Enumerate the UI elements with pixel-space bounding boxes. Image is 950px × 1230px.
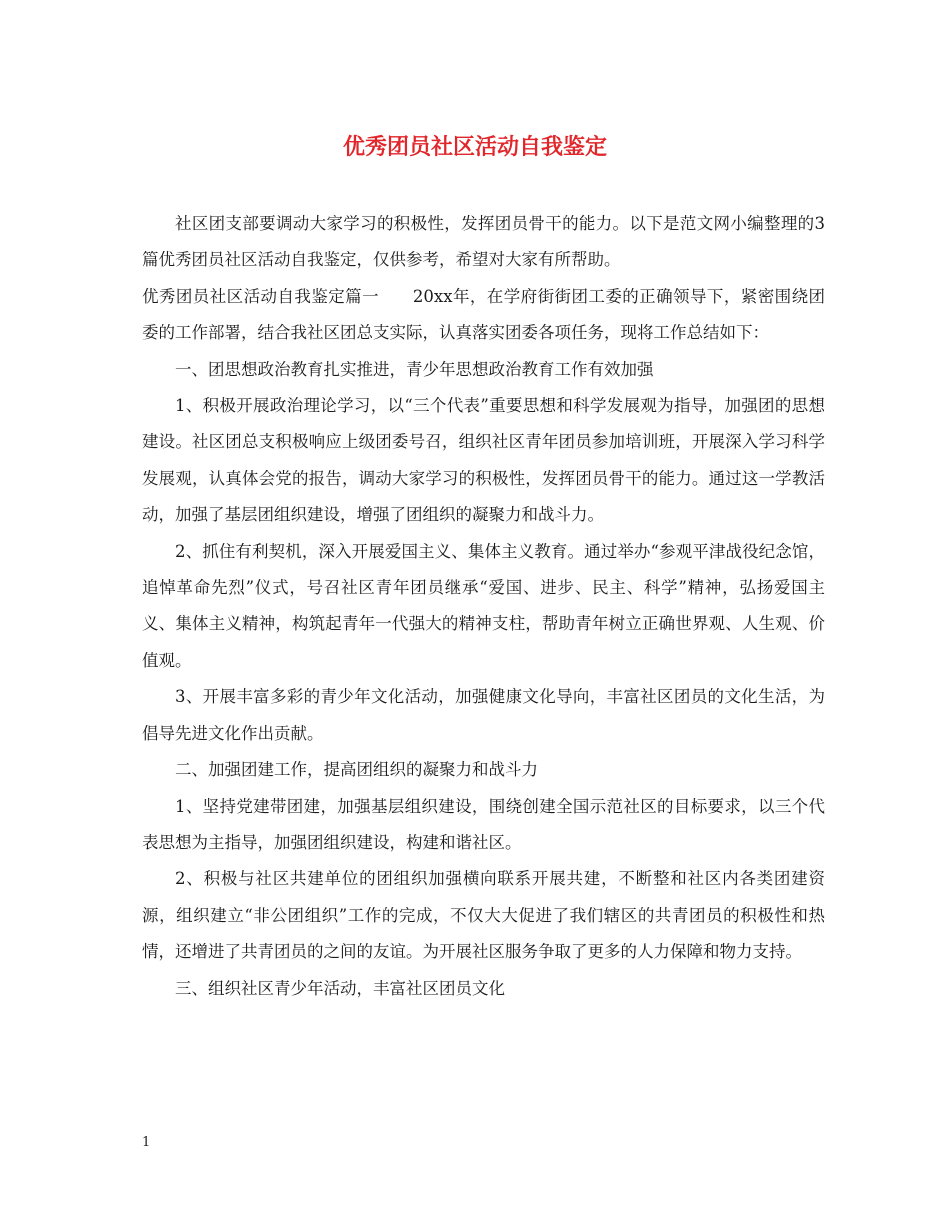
section-heading-3: 三、组织社区青少年活动，丰富社区团员文化 bbox=[175, 978, 505, 998]
paragraph-1-1: 1、积极开展政治理论学习，以“三个代表”重要思想和科学发展观为指导，加强团的思想建设。社区团总支积极响应上级团委号召，组织社区青年团员参加培训班，开展深入学习科学发展观，认真体会党的报告，调动大家学习的积极性，发挥团员骨干的能力。通过这一学教活动，加强了基层团组织建设，增强了团组织的凝聚力和战斗力。 bbox=[142, 396, 825, 525]
paragraph-part-one-intro: 优秀团员社区活动自我鉴定篇一 20xx年，在学府街街团工委的正确领导下，紧密围绕团委的工作部署，结合我社区团总支实际，认真落实团委各项任务，现将工作总结如下： bbox=[142, 286, 825, 343]
document-title: 优秀团员社区活动自我鉴定 bbox=[342, 134, 607, 160]
page-number: 1 bbox=[142, 1135, 151, 1150]
section-heading-1: 一、团思想政治教育扎实推进，青少年思想政治教育工作有效加强 bbox=[175, 359, 654, 379]
paragraph-intro: 社区团支部要调动大家学习的积极性，发挥团员骨干的能力。以下是范文网小编整理的3篇优秀团员社区活动自我鉴定，仅供参考，希望对大家有所帮助。 bbox=[142, 214, 825, 270]
paragraph-1-3: 3、开展丰富多彩的青少年文化活动，加强健康文化导向，丰富社区团员的文化生活，为倡导先进文化作出贡献。 bbox=[142, 687, 825, 743]
paragraph-1-2: 2、抓住有利契机，深入开展爱国主义、集体主义教育。通过举办“参观平津战役纪念馆，追悼革命先烈”仪式，号召社区青年团员继承“爱国、进步、民主、科学”精神，弘扬爱国主义、集体主义精神，构筑起青年一代强大的精神支柱，帮助青年树立正确世界观、人生观、价值观。 bbox=[142, 541, 825, 670]
paragraph-2-1: 1、坚持党建带团建，加强基层组织建设，围绕创建全国示范社区的目标要求，以三个代表思想为主指导，加强团组织建设，构建和谐社区。 bbox=[142, 796, 825, 852]
paragraph-2-2: 2、积极与社区共建单位的团组织加强横向联系开展共建，不断整和社区内各类团建资源，组织建立“非公团组织”工作的完成，不仅大大促进了我们辖区的共青团员的积极性和热情，还增进了共青团员的之间的友谊。为开展社区服务争取了更多的人力保障和物力支持。 bbox=[142, 869, 825, 962]
document-body bbox=[142, 206, 825, 1007]
section-heading-2: 二、加强团建工作，提高团组织的凝聚力和战斗力 bbox=[175, 760, 538, 780]
